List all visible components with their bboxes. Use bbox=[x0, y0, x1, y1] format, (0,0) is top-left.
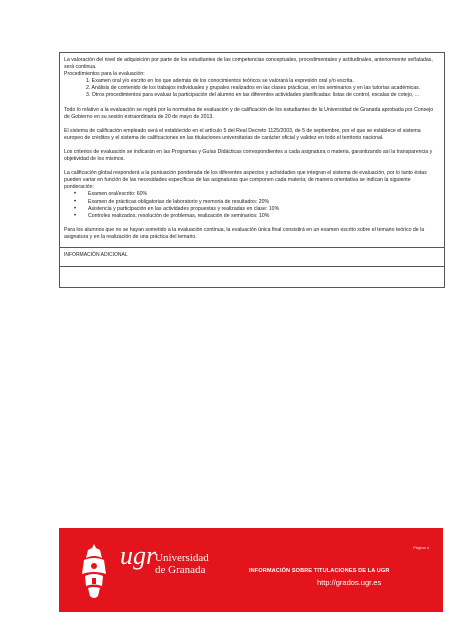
grados-link[interactable]: http://grados.ugr.es bbox=[317, 578, 382, 587]
no-continua-paragraph: Para los alumnos que no se hayan sometido a la evaluación continua, la evaluación única final consistirá en un examen escrito sobre el temario teórico de la asignatura y en la realización de una práctica del temario. bbox=[64, 226, 425, 240]
weights-list bbox=[64, 191, 440, 219]
normativa-paragraph: Todo lo relativo a la evaluación se regirá por la normativa de evaluación y de calificación de los estudiantes de la Universidad de Granada aprobada por Consejo de Gobierno en su sesión extraordinaria de 20 de mayo de 2013. bbox=[64, 106, 434, 120]
evaluation-cell bbox=[60, 53, 444, 247]
page-number: Página 4 bbox=[413, 545, 429, 550]
ugr-wordmark: ugr bbox=[120, 541, 157, 570]
additional-info-body bbox=[60, 266, 444, 287]
footer-banner bbox=[59, 528, 443, 612]
weight-item: • Examen de prácticas obligatorias de laboratorio y memoria de resultados: 20% bbox=[64, 199, 440, 206]
university-name-line2: de Granada bbox=[155, 563, 206, 576]
info-banner-text: INFORMACIÓN SOBRE TITULACIONES DE LA UGR bbox=[249, 568, 390, 574]
weight-item: • Controles realizados, resolución de problemas, realización de seminarios: 10% bbox=[64, 213, 440, 220]
global-paragraph: La calificación global responderá a la puntuación ponderada de los diferentes aspectos y actividades que integran el sistema de evaluación, por lo tanto éstas pueden variar en función de las necesidades específicas de las asignaturas que componen cada materia; de manera orientativa se indican la siguiente ponderación: bbox=[64, 170, 427, 191]
procedure-item: 1. Examen oral y/o escrito en los que además de los conocimientos teóricos se valorará la expresión oral y/o escrita. bbox=[86, 78, 354, 85]
procedure-item: 2. Análisis de contenido de los trabajos individuales y grupales realizados en las clases prácticas, en los seminarios y en las tutorías académicas. bbox=[86, 85, 421, 92]
evaluation-table bbox=[59, 52, 445, 288]
procedures-title: Procedimientos para la evaluación: bbox=[64, 71, 145, 78]
university-crest-icon bbox=[80, 540, 108, 604]
criterios-paragraph: Los criterios de evaluación se indicarán en las Programas y Guías Didácticas correspondientes a cada asignatura o materia, garantizando así la transparencia y objetividad de los mismos. bbox=[64, 148, 433, 163]
additional-info-heading: INFORMACIÓN ADICIONAL bbox=[60, 247, 444, 266]
weight-item: • Examen oral/escrito: 60% bbox=[64, 191, 440, 198]
university-name-line1: Universidad bbox=[155, 552, 209, 564]
sistema-paragraph: El sistema de calificación empleado será el establecido en el artículo 5 del Real Decreto 1125/2003, de 5 de septiembre, por el que se establece el sistema europeo de créditos y el sistema de calificaciones en las titulaciones universitarias de carácter oficial y validez en todo el territorio nacional. bbox=[64, 127, 421, 141]
procedure-item: 3. Otros procedimientos para evaluar la participación del alumno en las diferentes actividades planificadas: listas de control, escalas de cotejo, ... bbox=[86, 92, 420, 99]
intro-paragraph: La valoración del nivel de adquisición por parte de los estudiantes de las competencias conceptuales, procedimentales y actitudinales, anteriormente señaladas, será continua. bbox=[64, 57, 433, 71]
weight-item: • Asistencia y participación en las actividades propuestas y realizadas en clase: 10% bbox=[64, 206, 440, 213]
university-name bbox=[155, 553, 209, 576]
